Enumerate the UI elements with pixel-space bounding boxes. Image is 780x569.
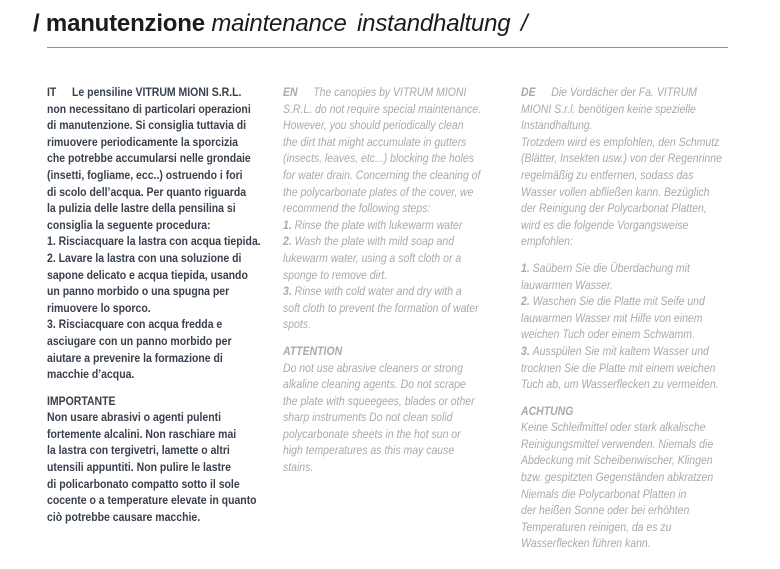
text-line: (Blätter, Insekten usw.) von der Regenrinne xyxy=(521,151,722,166)
paragraph xyxy=(283,84,494,333)
text-line: high temperatures as this may cause xyxy=(283,443,455,458)
text-line: Reinigungsmittel verwenden. Niemals die xyxy=(521,436,714,451)
text-line: Keine Schleifmittel oder stark alkalische xyxy=(521,420,706,435)
language-label: DE xyxy=(521,85,536,99)
text-line: rimuovere lo sporco. xyxy=(47,300,151,315)
text-line: (insetti, fogliame, ecc..) ostruendo i fori xyxy=(47,167,243,182)
section-heading: ATTENTION xyxy=(283,343,343,358)
column-it-content xyxy=(47,84,261,525)
text-line: 3. Ausspülen Sie mit kaltem Wasser und xyxy=(521,343,709,358)
paragraph xyxy=(47,409,258,525)
text-line: MIONI S.r.l. benötigen keine spezielle xyxy=(521,101,696,116)
header-divider xyxy=(47,47,728,48)
language-label: IT xyxy=(47,85,57,99)
text-line: Non usare abrasivi o agenti pulenti xyxy=(47,410,222,425)
text-line: utensili appuntiti. Non pulire le lastre xyxy=(47,460,231,475)
text-line: sapone delicato e acqua tiepida, usando xyxy=(47,267,248,282)
text-line: asciugare con un panno morbido per xyxy=(47,333,232,348)
text-line: di scolo dell’acqua. Per quanto riguarda xyxy=(47,184,247,199)
text-line: 3. Risciacquare con acqua fredda e xyxy=(47,317,223,332)
text-line: Do not use abrasive cleaners or strong xyxy=(283,360,463,375)
text-line: the polycarbonate plates of the cover, we xyxy=(283,184,474,199)
paragraph xyxy=(283,360,494,476)
text-line: Trotzdem wird es empfohlen, den Schmutz xyxy=(521,134,720,149)
text-line: aiutare a prevenire la formazione di xyxy=(47,350,223,365)
text-line: macchie d’acqua. xyxy=(47,367,135,382)
text-line: S.R.L. do not require special maintenance. xyxy=(283,101,482,116)
text-line: weichen Tuch oder einem Schwamm. xyxy=(521,327,695,342)
column-de xyxy=(521,84,733,552)
text-line: 1. Rinse the plate with lukewarm water xyxy=(283,217,463,232)
text-line: un panno morbido o una spugna per xyxy=(47,284,230,299)
text-line: stains. xyxy=(283,460,314,475)
text-line: la pulizia delle lastre della pensilina si xyxy=(47,201,236,216)
page-title xyxy=(33,9,527,39)
list-number: 1. xyxy=(283,217,295,232)
column-it xyxy=(47,84,259,525)
text-line: lukewarm water, using a soft cloth or a xyxy=(283,250,462,265)
list-number: 3. xyxy=(283,284,295,299)
text-line: Wasser vollen abfließen kann. Bezüglich xyxy=(521,184,710,199)
paragraph xyxy=(47,84,261,383)
text-line: lauwarmen Wasser. xyxy=(521,277,613,292)
text-line: alkaline cleaning agents. Do not scrape xyxy=(283,377,466,392)
text-line: (insects, leaves, etc...) blocking the holes xyxy=(283,151,474,166)
page-title-secondary: maintenance instandhaltung / xyxy=(211,10,528,37)
text-line: recommend the following steps: xyxy=(283,201,431,216)
text-line: Wasserflecken führen kann. xyxy=(521,536,651,551)
column-en xyxy=(283,84,495,476)
text-line: regelmäßig zu entfernen, sodass das xyxy=(521,167,694,182)
language-label: EN xyxy=(283,85,298,99)
text-line: the plate with squeegees, blades or other xyxy=(283,393,475,408)
text-line: che potrebbe accumularsi nelle grondaie xyxy=(47,151,251,166)
text-line: DE Die Vordächer der Fa. VITRUM xyxy=(521,85,698,99)
text-line: di manutenzione. Si consiglia tuttavia di xyxy=(47,118,247,133)
paragraph xyxy=(521,260,732,393)
text-line: rimuovere periodicamente la sporcizia xyxy=(47,134,238,149)
text-line: Abdeckung mit Scheibenwischer, Klingen xyxy=(521,453,713,468)
column-en-content xyxy=(283,84,494,476)
text-line: soft cloth to prevent the formation of water xyxy=(283,300,479,315)
text-line: trocknen Sie die Platte mit einem weichen xyxy=(521,360,716,375)
text-line: sharp instruments Do not clean solid xyxy=(283,410,453,425)
text-line: polycarbonate sheets in the hot sun or xyxy=(283,426,461,441)
text-line: 3. Rinse with cold water and dry with a xyxy=(283,284,462,299)
list-number: 1. xyxy=(521,260,533,275)
text-line: Niemals die Polycarbonat Platten in xyxy=(521,486,687,501)
text-line: lauwarmen Wasser mit Hilfe von einem xyxy=(521,310,703,325)
text-line: cocente o a temperature elevate in quanto xyxy=(47,493,257,508)
text-line: 2. Wash the plate with mild soap and xyxy=(283,234,455,249)
list-number: 1. xyxy=(47,234,59,249)
text-line: consiglia la seguente procedura: xyxy=(47,217,211,232)
text-line: der Reinigung der Polycarbonat Platten, xyxy=(521,201,707,216)
text-line: fortemente alcalini. Non raschiare mai xyxy=(47,426,237,441)
page-title-primary: / manutenzione xyxy=(33,10,205,37)
list-number: 2. xyxy=(47,250,59,265)
section-heading: ACHTUNG xyxy=(521,403,574,418)
paragraph xyxy=(521,84,732,250)
column-de-content xyxy=(521,84,732,552)
list-number: 2. xyxy=(521,294,533,309)
text-line: 1. Risciacquare la lastra con acqua tiepida. xyxy=(47,234,261,249)
text-line: bzw. gespitzten Gegenständen abkratzen xyxy=(521,470,714,485)
list-number: 3. xyxy=(47,317,59,332)
text-line: Temperaturen reinigen, da es zu xyxy=(521,519,672,534)
text-line: Instandhaltung. xyxy=(521,118,593,133)
text-line: 2. Waschen Sie die Platte mit Seife und xyxy=(521,294,705,309)
text-line: spots. xyxy=(283,317,311,332)
section-heading: IMPORTANTE xyxy=(47,393,116,408)
text-line: la lastra con tergivetri, lamette o altri xyxy=(47,443,230,458)
text-line: Tuch ab, um Wasserflecken zu vermeiden. xyxy=(521,377,719,392)
text-line: the dirt that might accumulate in gutters xyxy=(283,134,467,149)
text-line: 1. Saübern Sie die Überdachung mit xyxy=(521,260,690,275)
text-line: empfohlen: xyxy=(521,234,573,249)
text-line: der heißen Sonne oder bei erhöhten xyxy=(521,503,690,518)
list-number: 2. xyxy=(283,234,295,249)
text-line: EN The canopies by VITRUM MIONI xyxy=(283,85,467,99)
text-line: 2. Lavare la lastra con una soluzione di xyxy=(47,250,242,265)
list-number: 3. xyxy=(521,343,533,358)
text-line: ciò potrebbe causare macchie. xyxy=(47,509,201,524)
text-line: IT Le pensiline VITRUM MIONI S.R.L. xyxy=(47,85,242,99)
text-line: for water drain. Concerning the cleaning of xyxy=(283,167,481,182)
text-line: sponge to remove dirt. xyxy=(283,267,388,282)
text-line: non necessitano di particolari operazioni xyxy=(47,101,251,116)
paragraph xyxy=(521,419,732,552)
text-line: However, you should periodically clean xyxy=(283,118,464,133)
text-line: wird es die folgende Vorgangsweise xyxy=(521,217,689,232)
text-line: di policarbonato compatto sotto il sole xyxy=(47,476,240,491)
